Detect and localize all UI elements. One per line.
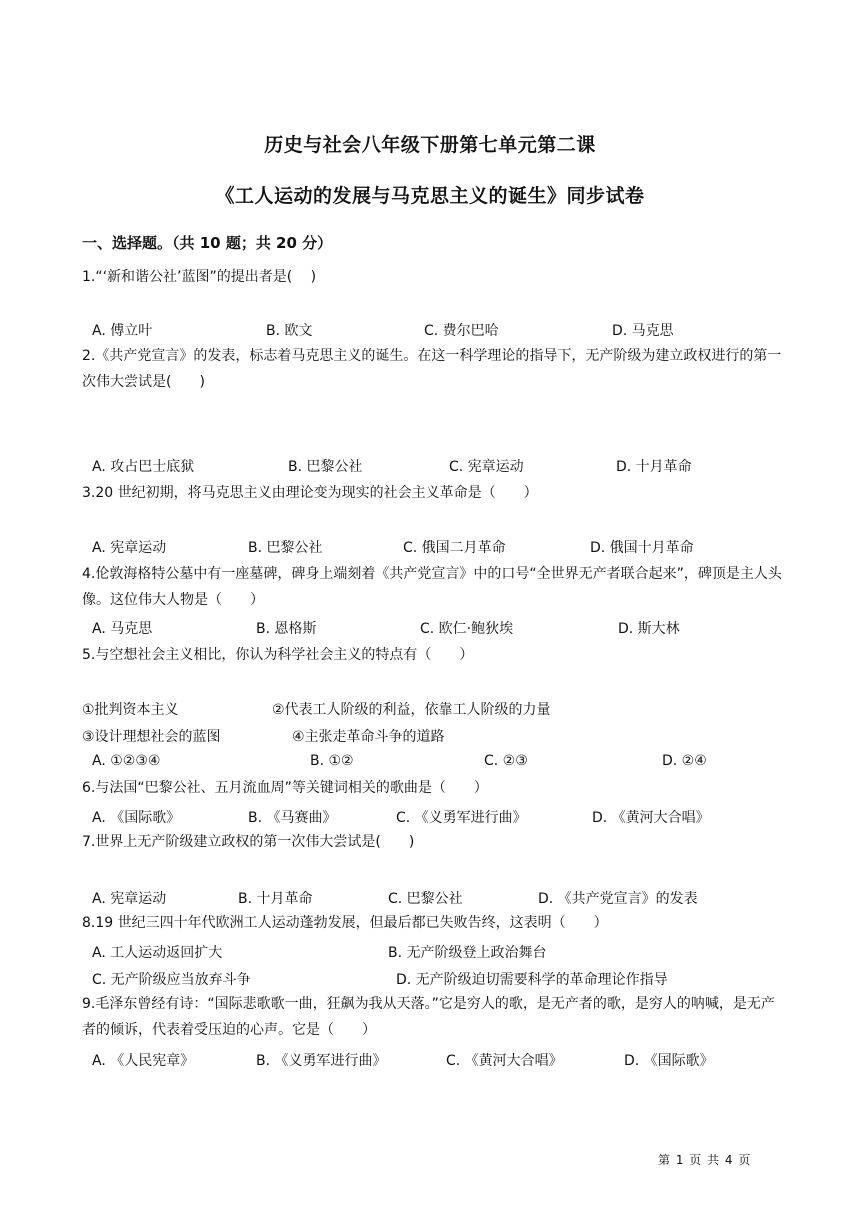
option: C. 巴黎公社 (388, 891, 463, 907)
option: A. 《国际歌》 (92, 810, 181, 826)
option: A. ①②③④ (92, 753, 161, 769)
option: A. 攻占巴士底狱 (92, 459, 195, 475)
question-stem: 1.“‘新和谐公社’蓝图”的提出者是( ) (82, 269, 317, 285)
statement-item: ③设计理想社会的蓝图 (82, 729, 221, 745)
option: A. 《人民宪章》 (92, 1053, 195, 1069)
statement-item: ②代表工人阶级的利益，依靠工人阶级的力量 (272, 702, 551, 718)
page-subtitle: 《工人运动的发展与马克思主义的诞生》同步试卷 (215, 185, 645, 207)
page-footer: 第 1 页 共 4 页 (658, 1153, 752, 1167)
option: A. 宪章运动 (92, 540, 167, 556)
option: C. ②③ (484, 753, 528, 769)
option: B. 恩格斯 (256, 621, 317, 637)
option: C. 无产阶级应当放弃斗争 (92, 972, 251, 988)
option: B. 巴黎公社 (288, 459, 363, 475)
option: D. 无产阶级迫切需要科学的革命理论作指导 (396, 972, 668, 988)
question-stem: 8.19 世纪三四十年代欧洲工人运动蓬勃发展，但最后都已失败告终，这表明（ ） (82, 915, 608, 931)
option: C. 俄国二月革命 (403, 540, 506, 556)
option: D. 斯大林 (618, 621, 680, 637)
option: A. 工人运动返回扩大 (92, 945, 223, 961)
option: D. 俄国十月革命 (590, 540, 694, 556)
option: C. 《黄河大合唱》 (446, 1053, 563, 1069)
option: D. 《共产党宣言》的发表 (538, 891, 698, 907)
question-stem: 4.伦敦海格特公墓中有一座墓碑，碑身上端刻着《共产党宣言》中的口号“全世界无产者联合起来”，碑顶是主人头像。这位伟大人物是（ ） (82, 566, 782, 608)
option: B. 巴黎公社 (248, 540, 323, 556)
option: D. 马克思 (612, 323, 674, 339)
option: A. 宪章运动 (92, 891, 167, 907)
option: D. 《黄河大合唱》 (592, 810, 710, 826)
option: B. 《义勇军进行曲》 (256, 1053, 387, 1069)
option: C. 宪章运动 (449, 459, 524, 475)
question-stem: 2.《共产党宣言》的发表，标志着马克思主义的诞生。在这一科学理论的指导下，无产阶级为建立政权进行的第一次伟大尝试是( ) (82, 348, 782, 390)
question-stem: 9.毛泽东曾经有诗：“国际悲歌歌一曲，狂飙为我从天落。”它是穷人的歌，是无产者的歌，是穷人的呐喊，是无产者的倾诉，代表着受压迫的心声。它是（ ） (82, 996, 775, 1038)
question-stem: 6.与法国“巴黎公社、五月流血周”等关键词相关的歌曲是（ ） (82, 780, 488, 796)
option: A. 马克思 (92, 621, 153, 637)
option: A. 傅立叶 (92, 323, 153, 339)
option: D. ②④ (662, 753, 707, 769)
page-title: 历史与社会八年级下册第七单元第二课 (264, 134, 596, 156)
question-stem: 5.与空想社会主义相比，你认为科学社会主义的特点有（ ） (82, 647, 474, 663)
section-heading: 一、选择题。（共 10 题；共 20 分） (82, 234, 333, 252)
option: B. 十月革命 (238, 891, 313, 907)
question-stem: 3.20 世纪初期，将马克思主义由理论变为现实的社会主义革命是（ ） (82, 485, 538, 501)
option: D. 《国际歌》 (624, 1053, 714, 1069)
option: B. ①② (310, 753, 354, 769)
question-stem: 7.世界上无产阶级建立政权的第一次伟大尝试是( ) (82, 834, 415, 850)
option: D. 十月革命 (616, 459, 692, 475)
statement-item: ④主张走革命斗争的道路 (292, 729, 445, 745)
option: B. 欧文 (266, 323, 313, 339)
option: B. 无产阶级登上政治舞台 (388, 945, 547, 961)
option: B. 《马赛曲》 (248, 810, 337, 826)
option: C. 欧仁·鲍狄埃 (420, 621, 514, 637)
statement-item: ①批判资本主义 (82, 702, 179, 718)
option: C. 《义勇军进行曲》 (396, 810, 527, 826)
option: C. 费尔巴哈 (424, 323, 499, 339)
